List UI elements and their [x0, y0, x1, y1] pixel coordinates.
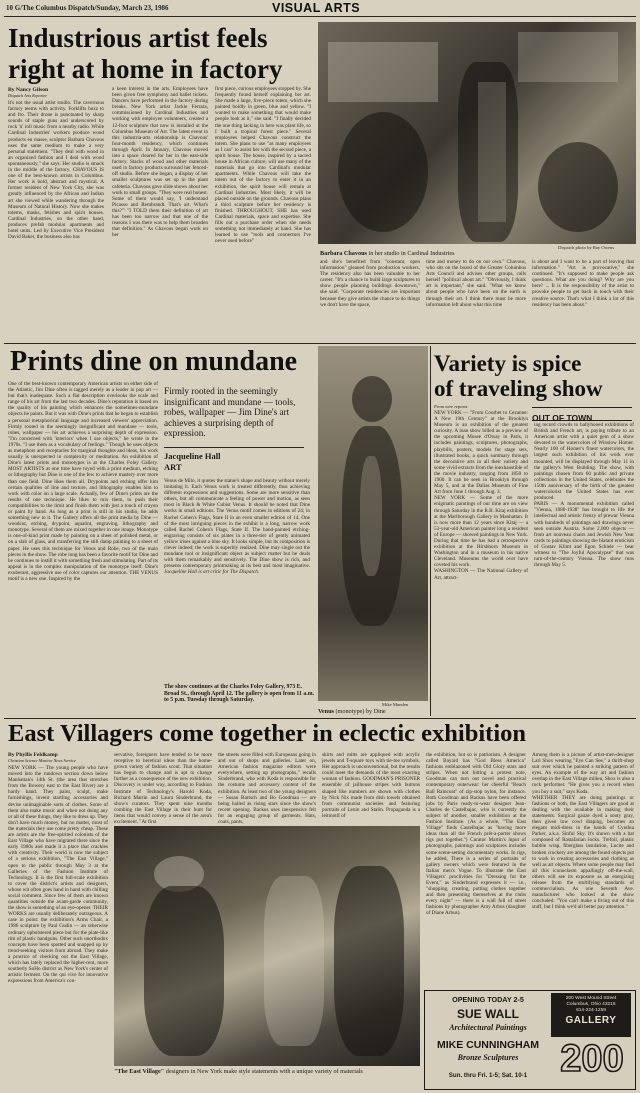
story3-headline-line2: of traveling show [434, 376, 603, 401]
advert-address-block [551, 993, 631, 1037]
story1-col1-quote: "They deal with wood in an organized fashion and I deal with wood spontaneously," she says. Her studio is smack in the middle of the factory. [8, 148, 105, 174]
story1-col5: time and money to do on our own." Chavous, who sits on the board of the Greater Columbus Arts Council and advises other groups, calls herself "political about art." "Obviously, I think art is important," she said. "What we know about people who have been on the earth is through their art. I think there must be more information left about what this time [426, 259, 526, 308]
advert-address-line1: 200 West Mound Street [565, 996, 617, 1001]
venus-photo [318, 346, 428, 701]
story2-critic-tag: ART [164, 462, 182, 472]
story4-col3: the streets were filled with Europeans going in and out of shops and galleries. Later on, American fashion magazine editors were everywhere, setting up photographs," recalls Sinderbrand, who with Koda is responsible for the costume and accessory content of the exhibition. At least two of the young designers — Susan Bartsch and Bo Goodman — are being hailed as rising stars since the show's recent opening. Backus uses inexpensive felt for an engaging group of garments. Hats, coats, pants, [218, 752, 316, 826]
advert-number: 200 [560, 1038, 624, 1080]
story4-caption-bold: "The East Village" [114, 1068, 165, 1075]
story4-byline: By Phyllis Feldkamp [8, 752, 58, 758]
story2-col2-text: Venus de Milo, it quotes the statue's shape and beauty without merely imitating it. Each Venus work is treated differently, thus achieving different expressions and suggestions. Some are more sensitive than others, but all communicate a feeling of power and motion, as seen most in Black & White Cubist Venus. It should be noted that Dine works in small editions. The Venus motif comes in editions of 24; in Rachel Cohen's Flags, State II in an even smaller edition of 14. One of the most intriguing pieces in the exhibit is a long, narrow work called Rachel Cohen's Flags, State II. The hand-painted etching-engraving consists of six plates in a three-tier of gently animated yellow irises against a blue sky. It looks simple, but its composition is clever indeed; the work is superbly realized. Dine may single out the mundane tool or insignificant object as subject matter but he deals with them remarkably and sensitively. The Dine show is rich, and presents contemporary printmaking at its best and most imaginative. [164, 478, 310, 570]
story1-col1-sub: CHAVOUS IS one of the best-known artists in Columbus. Her work is bold, abstract and mystical. A former resident of New York City, she was greatly influenced by the African and Indian art she viewed while wandering through the Museum of Natural History. Now she makes totems, masks, fetishes and spirit houses. [8, 167, 105, 216]
story3-source: From wire reports [434, 404, 468, 409]
story3-headline-line1: Variety is spice [434, 351, 582, 376]
masthead-rule [4, 16, 636, 17]
story1-bottom-rule [4, 343, 636, 344]
story1-col6: is about and I want to be a part of leaving that information." "Art is provocative," she continued. "It's supposed to make people ask questions. What are you doing? Why are you here? ... It is the responsibility of the artist to provoke people to get back in touch with their creative source. That's what I think a lot of this residency has been about." [532, 259, 634, 308]
story1-photo-credit: Dispatch photo by Ray Owens [558, 245, 615, 250]
story1-col1-lead: It's not the usual artist studio. The cavernous factory teems with activity. Forklifts buzz to and fro. Their drone is punctuated by sharp sounds of staple guns and underscored by rock 'n' roll music from a nearby radio. While Cardinal Industries' workers produce wood products en masse, sculptor Barbara Chavous uses the same medium to make a very personal statement. [8, 100, 104, 155]
story4-caption [114, 1068, 420, 1075]
story3-col1-a: NEW YORK — "From Courbet to Cezanne: A New 19th Century" at the Brooklyn Museum is an exhibition of the greatest curiosity. A loan show billed as a preview of the upcoming Musee d'Orsay in Paris, it includes paintings, sculptures, photographs, playbills, posters, models for stage sets, illustrated books, a quick summary through the decorative arts in all their variety and some vivid extracts from the inexhaustible of the movie industry, ranging from 1850 to 1900. It can be seen in Brooklyn through May 5, and at the Dallas Museum of Fine Art from June 1 through Aug. 3. [434, 410, 528, 496]
story1-headline-line1: Industrious artist feels [8, 23, 268, 53]
east-village-photo [114, 826, 420, 1066]
story2-critic-rule [164, 447, 304, 448]
out-of-town-label: OUT OF TOWN [532, 413, 593, 423]
story1-col2: a keen interest in the arts. Employees have been given free symphony and ballet tickets. Dancers have performed in the factory during breaks. New York artist Jackie Ferrara, commissioned by Cardinal Industries and working with employee volunteers, created a 12-foot sculpture that now is installed at the Columbus Museum of Art. The latest event in this industria-arts relationship is Chavous' four-month residency, which continues through April. In January, Chavous moved into a space cleared for her in the east-side factory. Stacks of wood and other materials used in factory products surround her fenced-off studio. Before she began, a display of her smaller sculptures was set up in the plant cafeteria. Chavous gave slide shows about her work to small groups. "They were real honest. Some of them would say, 'I understand Picasso and Rembrandt. That's art. What's this?'" "I TOLD them their definition of art has been too narrow and that one of the reasons I was there was to help them broaden that definition." As Chavous began work on her [112, 86, 208, 239]
story1-col3: first piece, curious employees stopped by. She frequently found herself explaining her art. She made a large, five-piece totem, which she painted boldly in green, blue and yellow. "I wanted to make something that would make people look at it," she said. "I finally decided the one thing lacking in here was plant life, so I built a tropical forest piece." Several employees helped Chavous construct the totem. She plans to use "as many employees as I can" to assist her with the second piece, a spirit house. The house, inspired by a sacred house in African culture, will use many of the materials that go into Cardinal's modular apartments. While Chavous will take the totem out of the factory to enter it in an exhibition, the spirit house will remain at Cardinal Industries. Most likely, it will be placed outside on the grounds. Chavous plans a third sculpture before her residency is finished. THROUGHOUT, SHE has used Cardinal materials, space and expertise. She fills out a purchase order when she needs something not immediately at hand. She has learned to use "tools and connectors I've never used before" [215, 86, 311, 245]
story1-byline: By Nancy Gilson [8, 87, 49, 93]
story3-col1 [434, 410, 528, 716]
story1-caption-bold: Barbara Chavous [320, 250, 367, 257]
story1-caption [320, 250, 455, 257]
advert-gallery-word: GALLERY [565, 1015, 617, 1026]
story2-pullquote: Firmly rooted in the seemingly insignificant and mundane — tools, robes, wallpaper — Jim Dine's art achieves a surprising depth of expression. [164, 386, 296, 438]
out-of-town-box [532, 407, 632, 421]
story1-headline-line2: right at home in factory [8, 54, 283, 84]
story4-col1 [8, 765, 108, 1087]
story3-col2 [534, 422, 634, 716]
story1-col4: and she's benefited from "constant, open information" gleaned from production workers. The residency also has been valuable to her career. "It's a chance to build large sculptures to show people planning buildings downtown," she said. "Corporate residencies are important because they give artists the chance to do things we don't have the space, [320, 259, 420, 308]
story4-col6-a: Among them is a picture of artist-men-designer Lari Shox wearing "Eye Can See," a thrift-shop suit over which he painted a striking pattern of eyes. An example of the way art and fashion overlap in the East Village milieu, Shox is also a rock performer. "He gives you a record when you buy a suit," says Koda. [532, 752, 634, 795]
story4-headline: East Villagers come together in eclectic exhibition [8, 720, 527, 747]
story4-col5: the exhibition, but so is patriotism. A designer called Bayard has "God Bless America" fashions emblazoned with Old Glory stars and stripes. When not hitting a protest note, Goodman can turn out novel and practical contemporary outerwear: her cheerful "Beach Ball Raincoat" of zip-stop nylon, for instance. Both Goodman and Backus have been offered jobs by Paris ready-to-wear designer Jean-Charles de Castelbajac, who is currently the subject of another, smaller exhibition at the Fashion Institute. (As a whole, "The East Village" finds Castelbajac as "having more ideas than all the French prêt-a-porter shows rigs put together.") Curator Martin's input of photographs, paintings and sculptures includes some scene-setting documentary works. In rigs, he added, There is a series of portraits of gallery owners which were featured in the Italian men's Vogue. To illustrate the East Villagers' proclivities for "Dressing for the Event," as Sinderbrand expresses it — i.e., "shopping, creating, putting clothes together and then presenting themselves at the clubs every night" — there is a wall full of street fashions by photographer Amy Arbus (daughter of Diane Arbus). [426, 752, 526, 917]
story4-byline-role: Christian Science Monitor News Service [8, 758, 76, 763]
story2-caption [318, 708, 386, 715]
story2-col1-end: THE VENUS motif is a new one. Inspired by the [8, 569, 158, 582]
story2-caption-bold: Venus [318, 708, 334, 715]
gallery-advert [424, 990, 636, 1090]
advert-hours: Sun. thru Fri. 1-5; Sat. 10-1 [448, 1072, 528, 1079]
advert-artist2-medium: Bronze Sculptures [457, 1053, 519, 1062]
advert-phone: 614-224-1259 [576, 1008, 606, 1013]
story2-story3-divider [430, 346, 431, 716]
story3-bottom-rule [4, 718, 636, 719]
story2-col2 [164, 478, 310, 680]
advert-artist2: MIKE CUNNINGHAM [436, 1039, 540, 1051]
story4-col2: servative, foreigners have tended to be more receptive to heretical ideas than the home-grown variety of fashion scout. That situation has begun to change and is apt to change further as a consequence of the new exhibition. Discovery is under way, according to Fashion Institute of Technology's Harold Koda, Richard Martin and Laura Sinderbrand, the show's curators. They spent nine months combing the East Village in their hunt for items that would convey a sense of the area's excitement. "At first [114, 752, 212, 826]
story2-infobox: The show continues at the Charles Foley Gallery, 973 E. Broad St., through April 12. The gallery is open from 11 a.m. to 5 p.m. Tuesday through Saturday. [164, 684, 314, 704]
story3-col2-b: PARIS — A monumental exhibition called "Vienna, 1880-1938" has brought to life the intellectual and artistic frenzy of prewar Vienna with hundreds of paintings and drawings never seen outside Austria. Some 2,000 objects — from art nouveau chairs and Jewish New Year cards to paintings showing the blatant eroticism of Gustav Klimt and Egon Schiele — bear witness to "The Joyful Apocalypse" that was turn-of-the-century Vienna. The show runs through May 5. [534, 501, 634, 569]
story2-col1-text: One of the best-known contemporary American artists on either side of the Atlantic, Jim Dine often is tagged merely as a leader in pop art — but that's inadequate. Such a flat description overlooks the scale and range of his art from the last two decades. Dine's reputation is based on the quality of his painting which enhances the sometimes-mundane objects he paints. But it was with Dine's prints that he began to establish a personal metaphorical language and increased viewers' appreciation. Firmly rooted in the seemingly insignificant and mundane — tools, robes, wallpaper — his art achieves a surprising depth of expression. "I'm concerned with 'interiors' when I use objects," he wrote in the 1970s. "I use them as a vocabulary of feelings." Though he uses objects as metaphors and receptacles for marginal thoughts and ideas, his work usually is unexpected in complexity or meditation. An exhibition of Dine's latest prints and monotypes is at the Charles Foley Gallery. MOST ARTISTS at one time have toyed with a print medium, etching or lithography but Dine is one of the few to achieve mastery over more than one field. Dine likes them all. Drypoints and etching offer him certain qualities of line and texture, and lithography enables him to work with color on a large scale. Actually, few of Dine's prints are the results of one technique. He likes to mix them, to push their compatibilities to the limit and finish them with just a touch of crayon or paint by hand. As long as a print is still in his studio, he adds something new to it. The Gallery offers all the print media by Dine — woodcut, etching, drypoint, aquatint, engraving, lithography and monotype. Several of them are mixed together in one image. Monotype is one-of-kind print made by painting on a sheet of polished metal, or on a slab of glass, and transferring the still damp painting to a sheet of paper. He uses this technique for Venus and Robe, two of the main pieces in the show. The robe long has been a favorite motif for Dine and he continues to instill it with something fresh and stimulating. Part of its appeal is in the complex manipulation of the monotype itself. Dine's exuberant, aggressive use of color captures our attention. [8, 381, 158, 576]
advert-opening: OPENING TODAY 2-5 [452, 995, 524, 1004]
story4-caption-rest: designers in New York make style statements with a unique variety of materials [164, 1068, 363, 1075]
story4-col6 [532, 752, 634, 988]
story4-col1-b: THEIR WORKS are usually deliberately outrageous. A case in point: the exhibition's Arms Chair, a 1986 sculpture by Paul Gudin — an otherwise ordinary upholstered piece but for the plate-like rim of plastic handguns. Other such unorthodox concepts have been spotted and snapped up by trend-seeking visitors from abroad. They make a practice of checking out the East Village, which has lately replaced the higher-rent, more southerly SoHo district as New York's center of artistic ferment. On the qui vive for innovative expressions from America's con- [8, 905, 108, 985]
story1-col1 [8, 100, 104, 340]
story2-col2-signature: Jacqueline Hall is art critic for The Dispatch. [164, 569, 260, 576]
studio-photo [318, 22, 636, 244]
story3-col2-a: ing record crowds to hallyhooed exhibitions of British and French art, is paying tribute to an American artist with a quiet gem of a show devoted to the watercolors of Winslow Homer. Nearly 100 of Homer's finest watercolors, the largest such exhibition of his work ever mounted, will be displayed through May 11 in the gallery's West Building. The show, with paintings chosen from 60 public and private collections in the United States, celebrates the 150th anniversary of the birth of the greatest watercolorist the United States has ever produced. [534, 422, 634, 502]
story1-col1-end: Cardinal Industries, on the other hand, produces prefab modular apartments and hotel units. Led by Executive Vice President David Baker, the business also has [8, 215, 104, 241]
story2-critic-name: Jacqueline Hall [164, 451, 221, 461]
story4-col4: skirts and mitts are appliqued with acrylic jewels and T-square toys with tie-toe symbols. Her approach is unconventional, but the results could meet the demands of the most exacting woman of fashion. GOODMAN'S PRISONER ensemble of jailhouse stripes with buttons shaped like numbers are shown with clothes by Nick Nix made from dish towels obtained from communist societies and featuring portraits of Lenin and Stalin. Propaganda is a leitmotif of [322, 752, 420, 819]
advert-artist1-medium: Architectural Paintings [449, 1023, 527, 1032]
story1-byline-role: Dispatch Arts Reporter [8, 93, 48, 98]
story3-col1-b: NEW YORK — Some of the more enigmatic paintings of our time are on view through Saturday in the R.B. Kitaj exhibition at the Marlborough Gallery in Manhattan. It is now more than 12 years since Kitaj — a 53-year-old American painter long a resident of Europe — showed paintings in New York. During that time he has had a retrospective exhibition at the Hirshhorn Museum in Washington and in a museum in his native Cleveland. Museums the world over have coveted his work. [434, 495, 528, 569]
folio-line: 10 G/The Columbus Dispatch/Sunday, March 23, 1986 [6, 4, 169, 12]
section-title: VISUAL ARTS [272, 1, 361, 15]
story2-headline: Prints dine on mundane [10, 346, 298, 377]
advert-address-line2: Columbus, Ohio 43215 [566, 1002, 616, 1007]
story2-photo-credit: Mike Munden [382, 702, 409, 707]
story4-col1-a: NEW YORK — The young people who have moved into the rundown section down below Manhattan's 14th St. (the area that stretches from the Bowery east to the East River) are a hardy band. They paint, sculpt, make furnishings, invent startling accessories and devise unimaginable sorts of clothes. Some of them also make music and when not doing any or all of these things, they like to dress up. They don't have much money, but no matter, most of the materials they use come pretty cheap. These are artists are the free-spirited colonists of the East Village who have migrated there since the early 1980s and made it a place that crackles with creativity. Their world is now the subject of a serious exhibition, "The East Village," open to the public through May 3 at the Galleries of the Fashion Institute of Technology. It is the first full-scale exhibition to cover the district's artists and designers, whose wit often goes hand in hand with chilling social comment. Since few of them are known quantities outside the avant-garde community, the show is something of an eye-opener. [8, 765, 108, 912]
story2-caption-rest: (monotype) by Dine [333, 708, 386, 715]
story3-col1-c: WASHINGTON — The National Gallery of Art, attract- [434, 568, 528, 581]
story2-col1 [8, 381, 158, 711]
story1-caption-rest: in her studio in Cardinal Industries [366, 250, 455, 257]
story4-col6-b: WHETHER THEY are doing paintings or fashions or both, the East Villagers are good at dealing with the available in making their statements. Surgical gauze dyed a sooty gray, then given low cowl draping, becomes an elegant midi-dress in the hands of Cynthia Parker, a.k.a. Sinful Sky. It's shown with a hat composed of Rastafarian locks. Trefoil, plastic bubble wrap, fiberglass insulation, Lucite and broken crockery are among the found objects put to work in creating accessories and clothing as well as art objects. Where some people may find all this iconoclasm appallingly off-the-wall, others will see its exposure as an energizing release from the stultifying standards of commercialism. As one Seventh Ave. manufacturer who looked at the show concluded: "You can't make a living out of this stuff, but I think we'd all better pay attention." [532, 794, 634, 911]
advert-artist1: SUE WALL [457, 1007, 519, 1021]
